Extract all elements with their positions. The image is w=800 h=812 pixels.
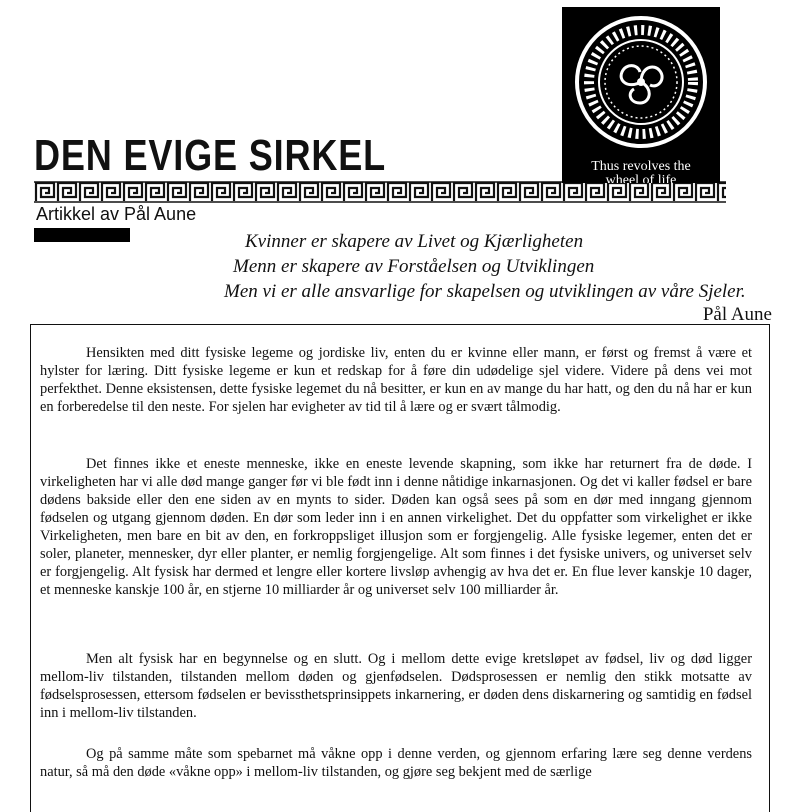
author-byline: Artikkel av Pål Aune	[36, 204, 197, 224]
paragraph-2	[40, 455, 752, 599]
quote-signature: Pål Aune	[702, 304, 772, 325]
paragraph-2-text: Det finnes ikke et eneste menneske, ikke en eneste levende skapning, som ikke har returnert fra de døde. I virkeligheten har vi alle død mange ganger før vi ble født inn i denne nåtidige inkarnasjonen. Og det vi kaller fødsel er bare dødens bakside eller den ene siden av en mynts to sider. Døden kan også sees på som en dør med inngang gjennom fødselen og utgang gjennom døden. En dør som leder inn i en annen virkelighet. Det du oppfatter som virkelighet er ikke Virkeligheten, men bare en bit av den, en forkroppsliget illusjon som er forgjengelig. Alle fysiske legemer, enten det er soler, planeter, mennesker, dyr eller planter, er nemlig forgjengelige. Alt som finnes i det fysiske univers, og universet selv er forgjengelig. Alt fysisk har dermed et lengre eller kortere livsløp avhengig av hva det er. En flue lever kanskje 10 dager, et menneske kanskje 100 år, en stjerne 10 milliarder år og universet selv 100 milliarder år.	[40, 456, 752, 598]
logo-caption-line1: Thus revolves the	[591, 159, 691, 174]
quote-line-1: Kvinner er skapere av Livet og Kjærligheten	[245, 231, 584, 252]
paragraph-1	[40, 344, 752, 416]
paragraph-3-text: Men alt fysisk har en begynnelse og en slutt. Og i mellom dette evige kretsløpet av fødsel, liv og død ligger mellom-liv tilstanden, tilstanden mellom døden og gjenfødselen. Dødsprosessen er nemlig den stikk motsatte av fødselsprosessen, ettersom fødselen er bevissthetsprinsippets inkarnering, er døden dens diskarnering og samtidig en fødsel inn i mellom-liv tilstanden.	[40, 651, 752, 721]
greek-key-border	[34, 181, 726, 203]
redaction-bar	[34, 228, 130, 242]
page-title: DEN EVIGE SIRKEL	[34, 131, 386, 180]
paragraph-3	[40, 650, 752, 722]
logo	[562, 7, 720, 183]
quote-line-2: Menn er skapere av Forståelsen og Utviklingen	[233, 256, 595, 277]
triskele-wheel-icon	[562, 7, 720, 157]
logo-caption-line2: wheel of life	[605, 173, 677, 183]
paragraph-1-text: Hensikten med ditt fysiske legeme og jordiske liv, enten du er kvinne eller mann, er først og fremst å være et hylster for læring. Ditt fysiske legeme er kun et redskap for å føre din udødelige sjel videre. Videre på dens vei mot perfekthet. Denne eksistensen, dette fysiske legemet du nå besitter, er kun en av mange du har hatt, og den du nå har er kun en forberedelse til den neste. For sjelen har evigheter av tid til å lære og er svært tålmodig.	[40, 345, 752, 415]
paragraph-4	[40, 745, 752, 781]
paragraph-4-text: Og på samme måte som spebarnet må våkne opp i denne verden, og gjennom erfaring lære seg denne verdens natur, så må den døde «våkne opp» i mellom-liv tilstanden, og gjøre seg bekjent med de særlige	[40, 746, 752, 780]
quote-line-3: Men vi er alle ansvarlige for skapelsen og utviklingen av våre Sjeler.	[224, 281, 746, 302]
